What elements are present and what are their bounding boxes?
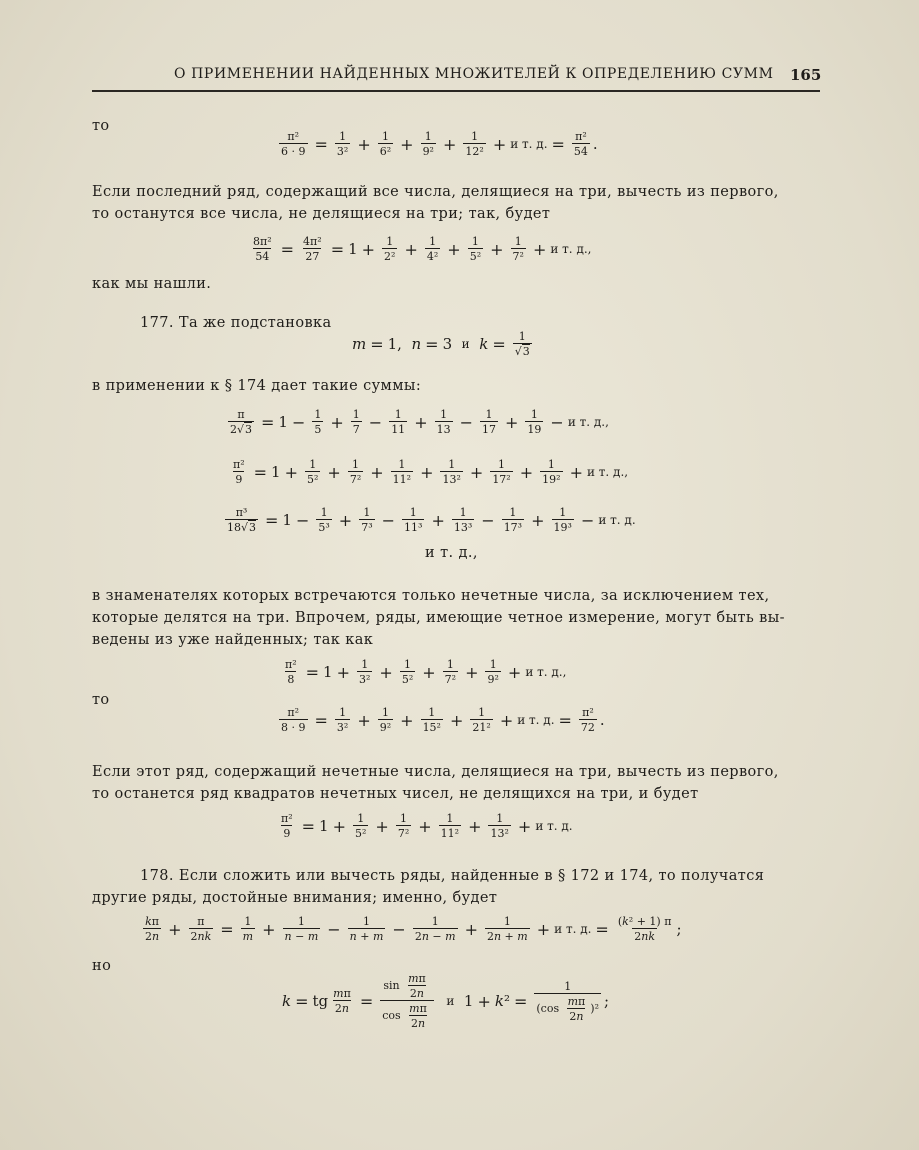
running-title: О ПРИМЕНЕНИИ НАЙДЕННЫХ МНОЖИТЕЛЕЙ К ОПРЕДЕЛЕНИЮ СУММ xyxy=(174,66,774,82)
formula-tangent: k = tg $\frac{m\pi}{2n}$ = sin $\frac{m\pi}{2n}$ cos $\frac{m\pi}{2n}$ и 1 + k ² = 1 (cos $\frac{m\pi}{2n}$ )² ; xyxy=(282,972,610,1030)
paragraph-1-line-1: Если последний ряд, содержащий все числа, делящиеся на три, вычесть из первого, xyxy=(92,184,779,200)
formula-series-c: $\frac{\text{π³}}{18√3}$ = 1 − $\frac{1}{\text{5³}}$ + $\frac{1}{\text{7³}}$ − $\frac{1}{\text{11³}}$ + $\frac{1}{\text{13³}}$ − $\frac{1}{\text{17³}}$ + $\frac{1}{\text{19³}}$ − и т. д. xyxy=(227,506,636,534)
section-178-line-2: другие ряды, достойные внимания; именно, будет xyxy=(92,890,498,906)
formula-combined-series: $\frac{k\pi}{2n}$ + $\frac{\pi}{2nk}$ = $\frac{1}{m}$ + $\frac{1}{n - m}$ − $\frac{1}{n + m}$ − $\frac{1}{2n - m}$ + $\frac{1}{2n + m}$ + и т. д. = $\frac{\text{(k² + 1) π}}{2nk}$ ; xyxy=(145,915,682,943)
section-178-line-1: 178. Если сложить или вычесть ряды, найденные в § 172 и 174, то получатся xyxy=(140,868,765,884)
formula-series-a: $\frac{\pi}{2√3}$ = 1 − $\frac{1}{5}$ + $\frac{1}{7}$ − $\frac{1}{11}$ + $\frac{1}{13}$ − $\frac{1}{17}$ + $\frac{1}{19}$ − и т. д., xyxy=(230,408,609,436)
paragraph-3-line-2: которые делятся на три. Впрочем, ряды, имеющие четное измерение, могут быть вы- xyxy=(92,610,785,626)
formula-nondiv-three: $\frac{\text{π²}}{9}$ = 1 + $\frac{1}{\text{5²}}$ + $\frac{1}{\text{7²}}$ + $\frac{1}{\text{11²}}$ + $\frac{1}{\text{13²}}$ + и т. д. xyxy=(281,812,573,840)
section-177: 177. Та же подстановка xyxy=(140,315,332,331)
paragraph-4-line-1: Если этот ряд, содержащий нечетные числа, делящиеся на три, вычесть из первого, xyxy=(92,764,779,780)
formula-substitution: m = 1, n = 3 и k = $\frac{1}{√3}$ xyxy=(352,330,530,358)
formula-1: $\frac{\text{π²}}{6 \cdot 9}$ = $\frac{1}{\text{3²}}$ + $\frac{1}{\text{6²}}$ + $\frac{1}{\text{9²}}$ + $\frac{1}{\text{12²}}$ + и т. д. = $\frac{\text{π²}}{54}$ . xyxy=(281,130,598,158)
word-to: то xyxy=(92,118,110,134)
header-rule xyxy=(92,90,820,92)
etc-line: и т. д., xyxy=(425,545,478,561)
paragraph-3-line-3: ведены из уже найденных; так как xyxy=(92,632,374,648)
paragraph-3-line-1: в знаменателях которых встречаются только нечетные числа, за исключением тех, xyxy=(92,588,770,604)
formula-series-b: $\frac{\text{π²}}{9}$ = 1 + $\frac{1}{\text{5²}}$ + $\frac{1}{\text{7²}}$ + $\frac{1}{\text{11²}}$ + $\frac{1}{\text{13²}}$ + $\frac{1}{\text{17²}}$ + $\frac{1}{\text{19²}}$ + и т. д., xyxy=(233,458,629,486)
page-number: 165 xyxy=(790,66,822,84)
paragraph-1-line-2: то останутся все числа, не делящиеся на три; так, будет xyxy=(92,206,551,222)
formula-odd-squares: $\frac{\text{π²}}{8}$ = 1 + $\frac{1}{\text{3²}}$ + $\frac{1}{\text{5²}}$ + $\frac{1}{\text{7²}}$ + $\frac{1}{\text{9²}}$ + и т. д., xyxy=(285,658,567,686)
word-to-2: то xyxy=(92,692,110,708)
formula-2: $\frac{\text{8π²}}{54}$ = $\frac{\text{4π²}}{27}$ = 1 + $\frac{1}{\text{2²}}$ + $\frac{1}{\text{4²}}$ + $\frac{1}{\text{5²}}$ + $\frac{1}{\text{7²}}$ + и т. д., xyxy=(253,235,592,263)
formula-odd-threes: $\frac{\text{π²}}{8 \cdot 9}$ = $\frac{1}{\text{3²}}$ + $\frac{1}{\text{9²}}$ + $\frac{1}{\text{15²}}$ + $\frac{1}{\text{21²}}$ + и т. д. = $\frac{\text{π²}}{72}$ . xyxy=(281,706,605,734)
paragraph-4-line-2: то останется ряд квадратов нечетных чисел, не делящихся на три, и будет xyxy=(92,786,699,802)
word-no: но xyxy=(92,958,112,974)
paragraph-1-line-3: как мы нашли. xyxy=(92,276,212,292)
paragraph-2: в применении к § 174 дает такие суммы: xyxy=(92,378,422,394)
